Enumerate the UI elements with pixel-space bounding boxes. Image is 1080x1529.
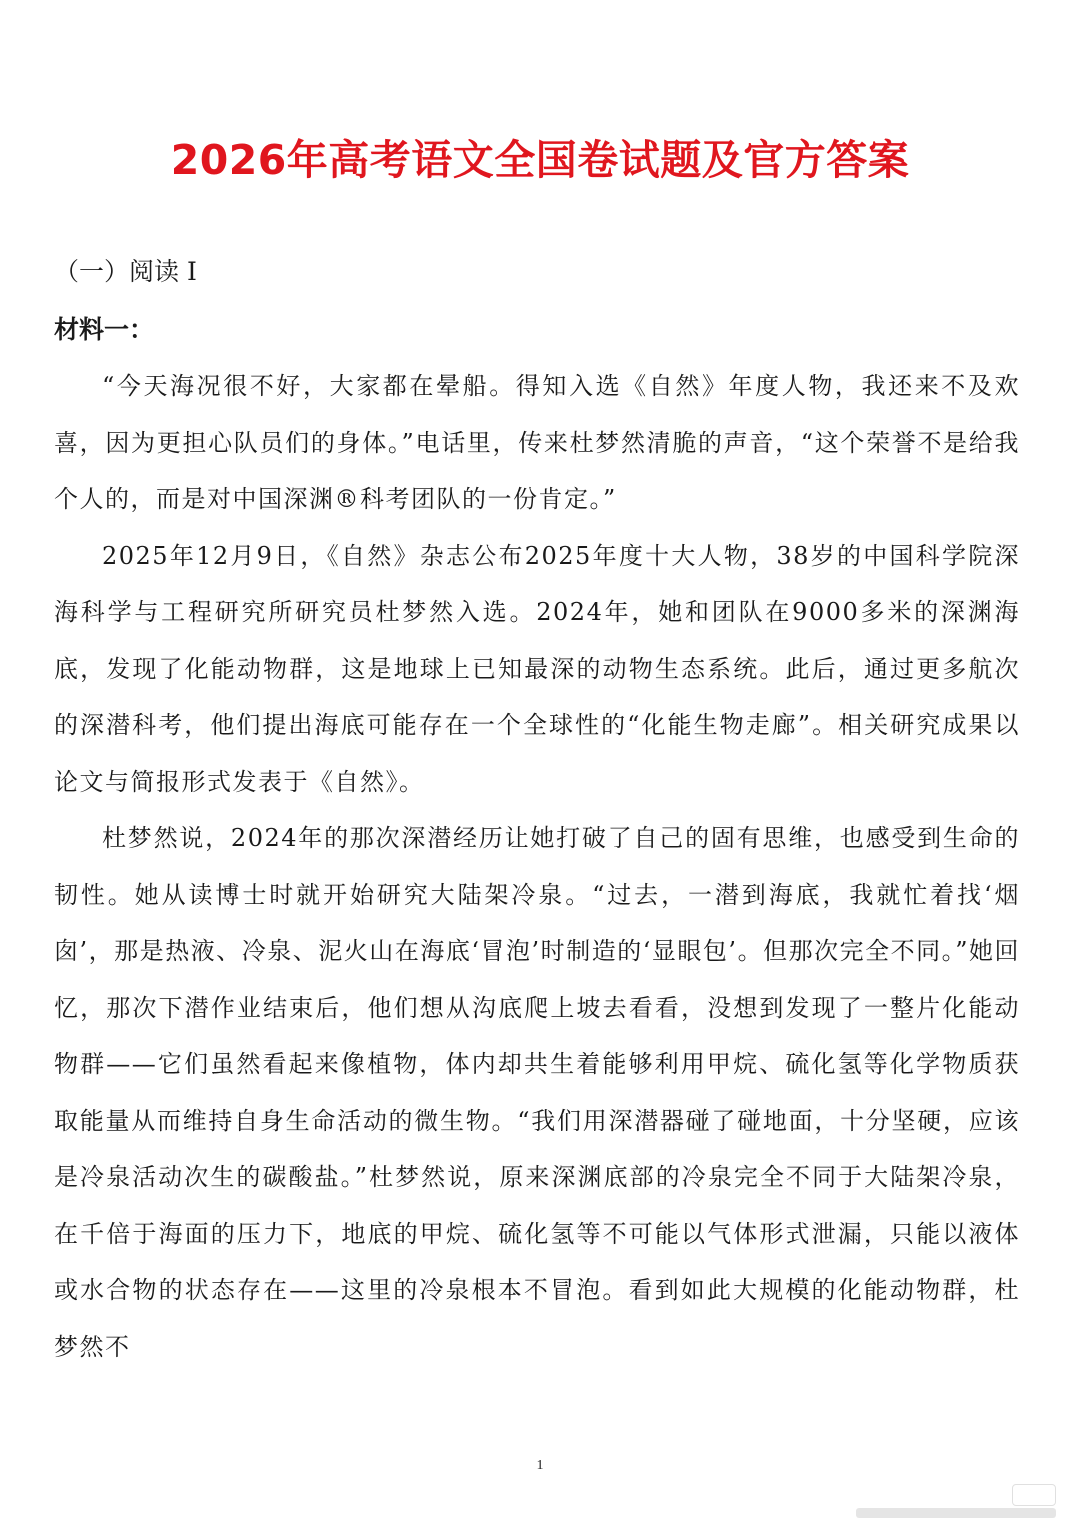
paragraph: “今天海况很不好，大家都在晕船。得知入选《自然》年度人物，我还来不及欢喜，因为更担心队员们的身体。”电话里，传来杜梦然清脆的声音，“这个荣誉不是给我个人的，而是对中国深渊®科考团队的一份肯定。”	[54, 372, 1020, 513]
paragraph: 2025年12月9日，《自然》杂志公布2025年度十大人物，38岁的中国科学院深海科学与工程研究所研究员杜梦然入选。2024年，她和团队在9000多米的深渊海底，发现了化能动物群，这是地球上已知最深的动物生态系统。此后，通过更多航次的深潜科考，他们提出海底可能存在一个全球性的“化能生物走廊”。相关研究成果以论文与简报形式发表于《自然》。	[54, 541, 1020, 796]
document-body	[54, 358, 1020, 1375]
material-label: 材料一：	[54, 315, 155, 344]
watermark-graphic	[846, 1484, 1056, 1518]
page-number: 1	[536, 1458, 544, 1473]
section-heading: （一）阅读 I	[54, 257, 197, 286]
paragraph: 杜梦然说，2024年的那次深潜经历让她打破了自己的固有思维，也感受到生命的韧性。她从读博士时就开始研究大陆架冷泉。“过去，一潜到海底，我就忙着找‘烟囱’，那是热液、冷泉、泥火山在海底‘冒泡’时制造的‘显眼包’。但那次完全不同。”她回忆，那次下潜作业结束后，他们想从沟底爬上坡去看看，没想到发现了一整片化能动物群——它们虽然看起来像植物，体内却共生着能够利用甲烷、硫化氢等化学物质获取能量从而维持自身生命活动的微生物。“我们用深潜器碰了碰地面，十分坚硬，应该是冷泉活动次生的碳酸盐。”杜梦然说，原来深渊底部的冷泉完全不同于大陆架冷泉，在千倍于海面的压力下，地底的甲烷、硫化氢等不可能以气体形式泄漏，只能以液体或水合物的状态存在——这里的冷泉根本不冒泡。看到如此大规模的化能动物群，杜梦然不	[54, 824, 1020, 1361]
document-title: 2026年高考语文全国卷试题及官方答案	[170, 136, 910, 184]
watermark-logo	[1012, 1484, 1056, 1506]
watermark-text-mark	[856, 1508, 1056, 1518]
